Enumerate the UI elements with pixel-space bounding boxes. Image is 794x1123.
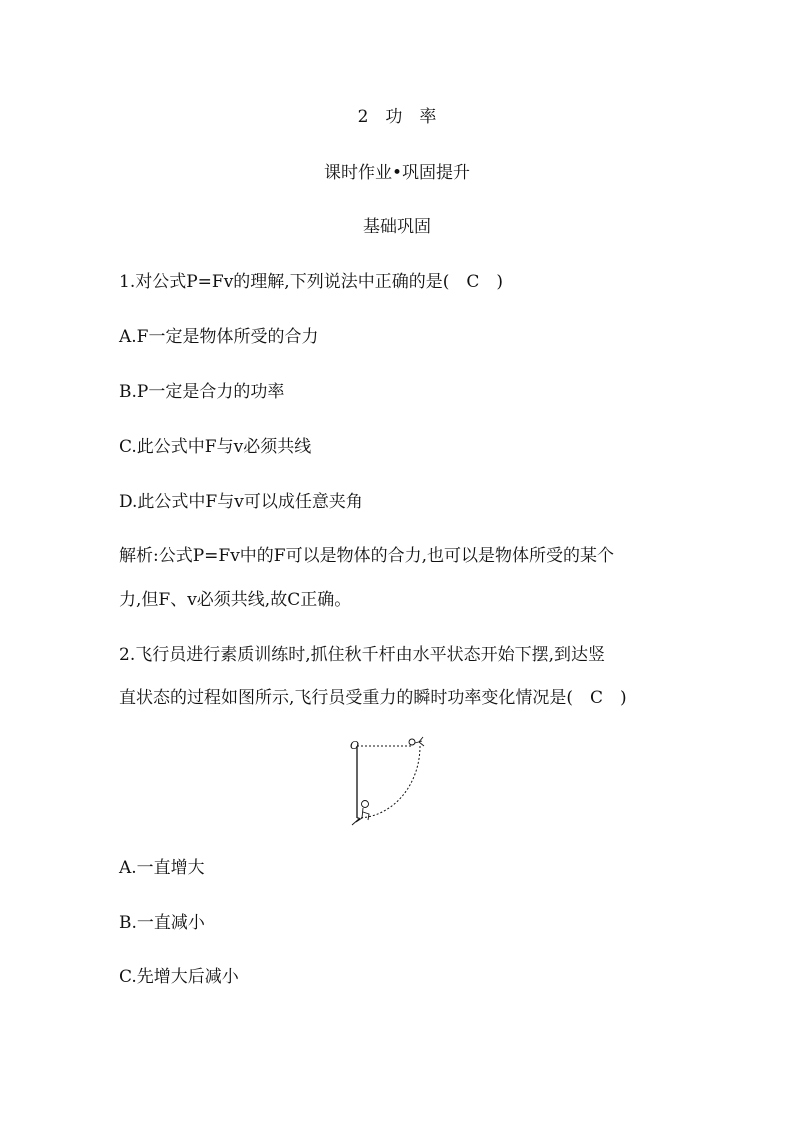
question-1-option-b: B.P一定是合力的功率 bbox=[119, 382, 285, 402]
swing-diagram bbox=[340, 730, 430, 830]
pilot-top-figure bbox=[409, 737, 424, 746]
question-2-option-a: A.一直增大 bbox=[119, 858, 205, 878]
question-1-analysis-line-1: 解析:公式P=Fv中的F可以是物体的合力,也可以是物体所受的某个 bbox=[119, 546, 615, 566]
question-2-option-b: B.一直减小 bbox=[119, 913, 205, 933]
question-1-analysis-line-2: 力,但F、v必须共线,故C正确。 bbox=[119, 590, 352, 610]
page-title: 2 功 率 bbox=[357, 107, 437, 127]
question-1-stem: 1.对公式P=Fv的理解,下列说法中正确的是( C ) bbox=[119, 272, 503, 292]
pilot-bottom-figure bbox=[352, 801, 369, 826]
pivot-label-o: O bbox=[350, 739, 360, 752]
question-2-stem-line-1: 2.飞行员进行素质训练时,抓住秋千杆由水平状态开始下摆,到达竖 bbox=[119, 645, 606, 665]
question-1-option-d: D.此公式中F与v可以成任意夹角 bbox=[119, 492, 363, 512]
question-2-stem-line-2: 直状态的过程如图所示,飞行员受重力的瞬时功率变化情况是( C ) bbox=[119, 688, 627, 708]
question-1-option-a: A.F一定是物体所受的合力 bbox=[119, 327, 319, 347]
question-1-option-c: C.此公式中F与v必须共线 bbox=[119, 437, 312, 457]
section-heading: 基础巩固 bbox=[363, 217, 431, 237]
question-2-option-c: C.先增大后减小 bbox=[119, 967, 239, 987]
subtitle: 课时作业•巩固提升 bbox=[323, 163, 471, 183]
